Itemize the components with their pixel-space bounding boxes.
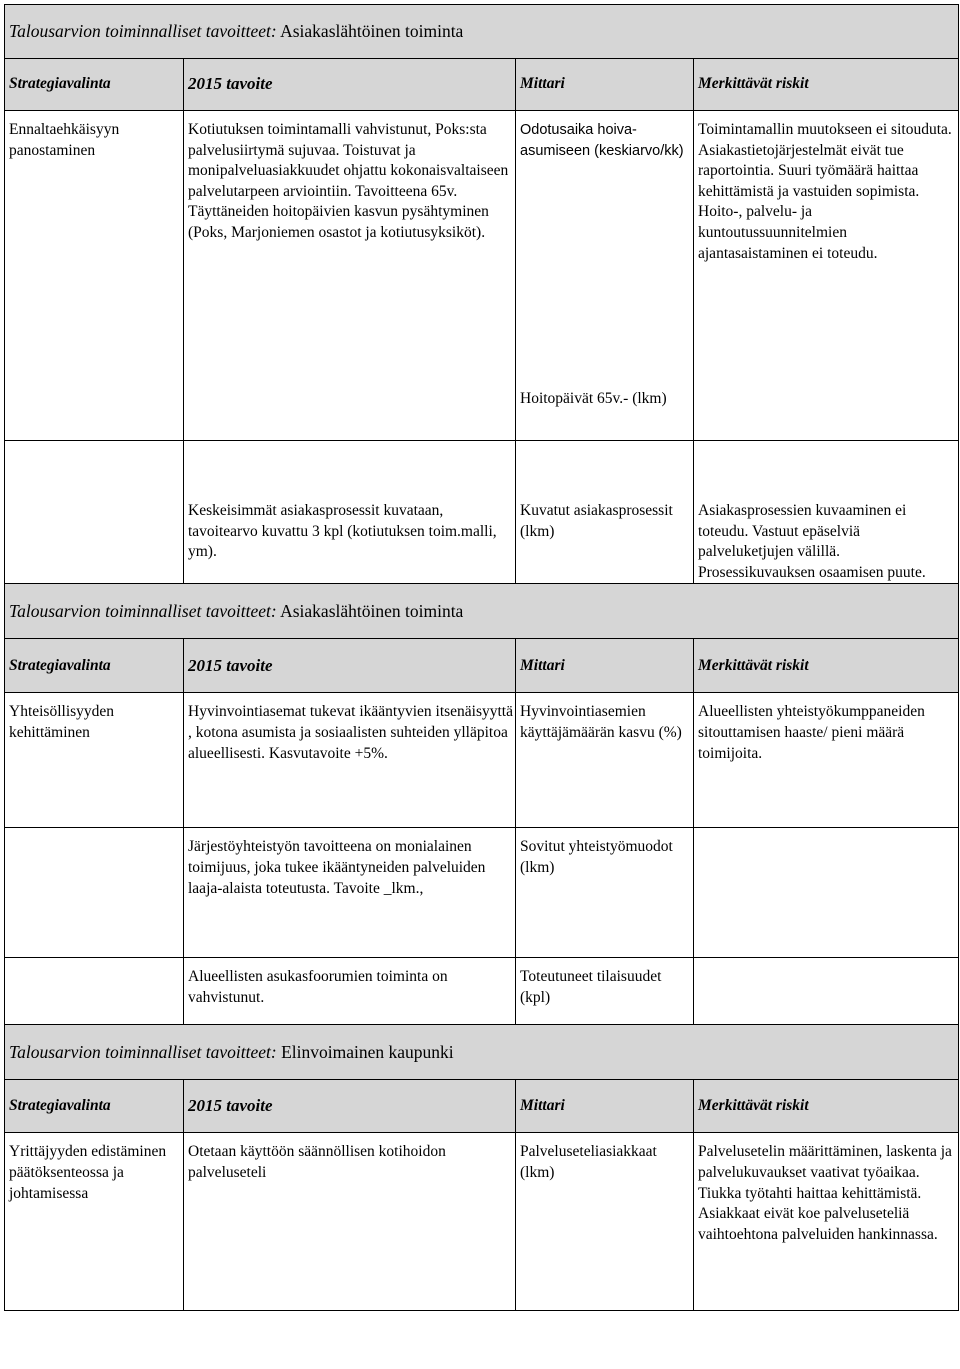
cell-risk: Toimintamallin muutokseen ei sitouduta. Asiakastietojärjestelmät eivät tue raportointia. Suuri työmäärä haittaa kehittämistä ja vastuiden sopimista. Hoito-, palvelu- ja kuntoutussuunnitelmien ajantasaistaminen ei toteudu. [694,111,959,441]
cell-metric: Toteutuneet tilaisuudet (kpl) [516,958,694,1025]
cell-goal: Alueellisten asukasfoorumien toiminta on vahvistunut. [184,958,516,1025]
header-metric: Mittari [516,59,694,111]
cell-strategy: Yhteisöllisyyden kehittäminen [5,693,184,828]
header-goal: 2015 tavoite [184,59,516,111]
header-strategy: Strategiavalinta [5,59,184,111]
cell-strategy: Yrittäjyyden edistäminen päätöksenteossa ja johtamisessa [5,1133,184,1311]
cell-risk [694,828,959,958]
header-risk: Merkittävät riskit [694,59,959,111]
header-metric: Mittari [516,639,694,693]
header-metric: Mittari [516,1080,694,1133]
cell-strategy [5,441,184,584]
objectives-table [4,4,959,1311]
cell-risk: Alueellisten yhteistyökumppaneiden sitouttamisen haaste/ pieni määrä toimijoita. [694,693,959,828]
metric-kuvatut: Kuvatut asiakasprosessit (lkm) [520,502,673,540]
section-title: Talousarvion toiminnalliset tavoitteet: Elinvoimainen kaupunki [5,1025,959,1080]
header-risk: Merkittävät riskit [694,1080,959,1133]
cell-risk: Asiakasprosessien kuvaaminen ei toteudu. Vastuut epäselviä palveluketjujen välillä. Prosessikuvauksen osaamisen puute. [694,441,959,584]
cell-risk [694,958,959,1025]
cell-goal: Keskeisimmät asiakasprosessit kuvataan, tavoitearvo kuvattu 3 kpl (kotiutuksen toim.malli, ym). [184,441,516,584]
header-strategy: Strategiavalinta [5,1080,184,1133]
cell-metric: Palveluseteliasiakkaat (lkm) [516,1133,694,1311]
cell-metric [516,390,694,584]
section-title: Talousarvion toiminnalliset tavoitteet: Asiakaslähtöinen toiminta [5,5,959,59]
cell-goal: Hyvinvointiasemat tukevat ikääntyvien itsenäisyyttä , kotona asumista ja sosiaalisten suhteiden ylläpitoa alueellisesti. Kasvutavoite +5%. [184,693,516,828]
header-goal: 2015 tavoite [184,1080,516,1133]
document-page [4,4,958,1311]
section-title: Talousarvion toiminnalliset tavoitteet: Asiakaslähtöinen toiminta [5,584,959,639]
header-risk: Merkittävät riskit [694,639,959,693]
header-strategy: Strategiavalinta [5,639,184,693]
cell-goal: Järjestöyhteistyön tavoitteena on monialainen toimijuus, joka tukee ikääntyneiden palveluiden laaja-alaista toteutusta. Tavoite _lkm., [184,828,516,958]
metric-hoitopaivat: Hoitopäivät 65v.- (lkm) [520,390,667,407]
cell-metric: Odotusaika hoiva-asumiseen (keskiarvo/kk) [516,111,694,441]
cell-metric: Hyvinvointiasemien käyttäjämäärän kasvu (%) [516,693,694,828]
cell-risk: Palvelusetelin määrittäminen, laskenta ja palvelukuvaukset vaativat työaikaa. Tiukka työtahti haittaa kehittämistä. Asiakkaat eivät koe palveluseteliä vaihtoehtona palveluiden hankinnassa. [694,1133,959,1311]
cell-strategy: Ennaltaehkäisyyn panostaminen [5,111,184,441]
header-goal: 2015 tavoite [184,639,516,693]
cell-goal: Kotiutuksen toimintamalli vahvistunut, Poks:sta palvelusiirtymä sujuvaa. Toistuvat ja monipalveluasiakkuudet ohjattu kokonaisvaltaiseen palvelutarpeen arviointiin. Tavoitteena 65v. Täyttäneiden hoitopäivien kasvun pysähtyminen (Poks, Marjoniemen osastot ja kotiutusyksiköt). [184,111,516,441]
cell-strategy [5,828,184,958]
cell-metric: Sovitut yhteistyömuodot (lkm) [516,828,694,958]
cell-strategy [5,958,184,1025]
cell-goal: Otetaan käyttöön säännöllisen kotihoidon palveluseteli [184,1133,516,1311]
